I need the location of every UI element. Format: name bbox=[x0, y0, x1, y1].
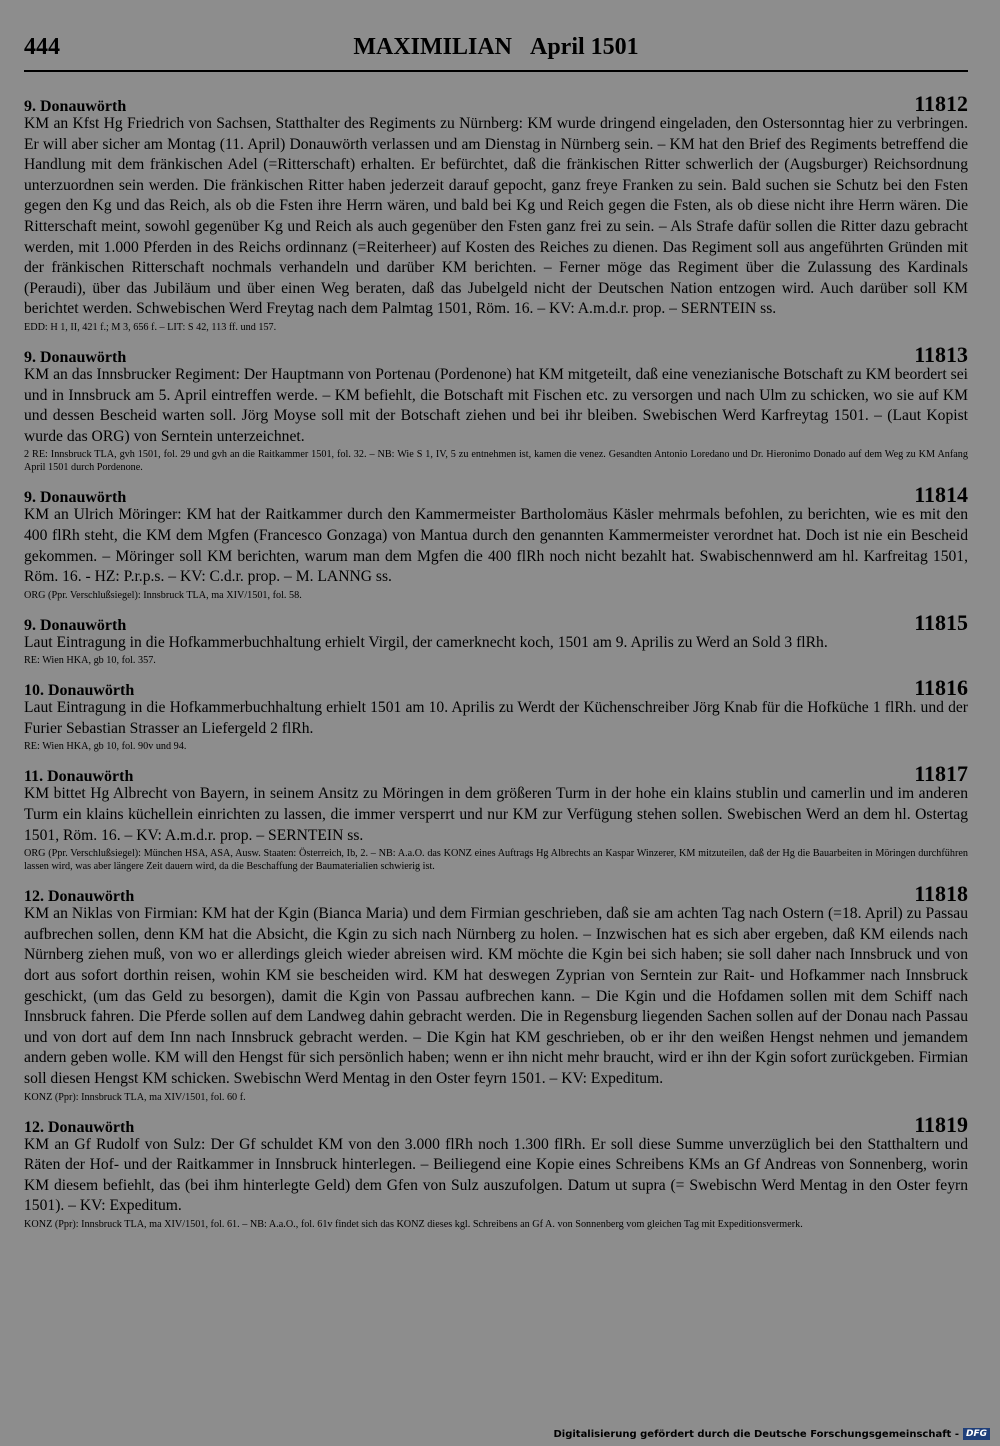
entry-text: KM an das Innsbrucker Regiment: Der Hauptmann von Portenau (Pordenone) hat KM mitgeteilt, daß eine venezianische Botschaft zu KM beordert sei und in Innsbruck am 5. April eintreffen werde. – KM befiehlt, die Botschaft mit Fischen etc. zu versorgen und nach Ulm zu schicken, wo sie auf KM und dessen Bescheid warten soll. Jörg Moyse soll mit der Botschaft ziehen und bei ihr bleiben. Swebischen Werd Karfreytag 1501. – (Laut Kopist wurde das ORG) von Serntein unterzeichnet. bbox=[24, 365, 968, 445]
entry-header bbox=[24, 675, 968, 701]
entry-note: KONZ (Ppr): Innsbruck TLA, ma XIV/1501, fol. 61. – NB: A.a.O., fol. 61v findet sich das KONZ dieses kgl. Schreibens an Gf A. von Sonnenberg vom gleichen Tag mit Expeditionsvermerk. bbox=[24, 1218, 803, 1230]
entry-11815 bbox=[24, 609, 968, 668]
entry-11813 bbox=[24, 341, 968, 474]
entry-header bbox=[24, 341, 968, 367]
entry-header bbox=[24, 91, 968, 116]
entry-text: KM an Gf Rudolf von Sulz: Der Gf schuldet KM von den 3.000 flRh noch 1.300 flRh. Er soll diese Summe unverzüglich bei den Statthaltern und Räten der Hof- und der Raitkammer in Innsbruck hinterlegen. – Beiliegend eine Kopie eines Schreibens KMs an Gf Andreas von Sonnenberg, worin KM diesem befiehlt, das (bei ihm hinterlegte Geld) dem Gfen von Sulz auszufolgen. Datum ut supra (= Swebischn Werd Mentag in den Oster feyrn 1501). – KV: Expeditum. bbox=[24, 1135, 968, 1215]
entry-text: Laut Eintragung in die Hofkammerbuchhaltung erhielt Virgil, der camerknecht koch, 1501 am 9. Aprilis zu Werd an Sold 3 flRh. bbox=[24, 633, 828, 651]
entry-number: 11816 bbox=[914, 675, 968, 701]
dfg-logo-icon: DFG bbox=[963, 1428, 990, 1440]
entry-date: 12. Donauwörth bbox=[24, 888, 135, 906]
entry-header bbox=[24, 482, 968, 508]
entry-number: 11813 bbox=[914, 341, 968, 367]
entry-header bbox=[24, 1111, 968, 1137]
entry-note: 2 RE: Innsbruck TLA, gvh 1501, fol. 29 und gvh an die Raitkammer 1501, fol. 32. – NB: Wie S 1, IV, 5 zu entnehmen ist, kamen die venez. Gesandten Antonio Loredano und Dr. Hieronimo Donado auf dem Weg zu KM Anfang April 1501 durch Pordenone. bbox=[24, 449, 968, 474]
running-title-period: April 1501 bbox=[530, 34, 639, 60]
running-title-name: MAXIMILIAN bbox=[353, 34, 512, 60]
running-title bbox=[24, 34, 968, 61]
document-page bbox=[24, 30, 968, 1242]
entry-note: ORG (Ppr. Verschlußsiegel): Innsbruck TLA, ma XIV/1501, fol. 58. bbox=[24, 589, 302, 601]
entry-note: ORG (Ppr. Verschlußsiegel): München HSA, ASA, Ausw. Staaten: Österreich, Ib, 2. – NB: A.a.O. das KONZ eines Auftrags Hg Albrechts an Kaspar Winzerer, KM mitzuteilen, daß der Hg die Bauarbeiten in Möringen durchführen lassen wird, was aber längere Zeit dauern wird, da die Beschaffung der Baumaterialien schwierig ist. bbox=[24, 848, 968, 873]
page-header bbox=[24, 30, 968, 72]
entry-header bbox=[24, 881, 968, 907]
entry-number: 11815 bbox=[914, 609, 968, 635]
funding-note: Digitalisierung gefördert durch die Deutsche Forschungsgemeinschaft - bbox=[553, 1428, 959, 1440]
entry-header bbox=[24, 761, 968, 787]
entry-date: 10. Donauwörth bbox=[24, 682, 135, 700]
entry-date: 9. Donauwörth bbox=[24, 616, 127, 634]
entry-note: EDD: H 1, II, 421 f.; M 3, 656 f. – LIT: S 42, 113 ff. und 157. bbox=[24, 321, 277, 333]
entry-text: KM an Ulrich Möringer: KM hat der Raitkammer durch den Kammermeister Bartholomäus Käsler mehrmals befohlen, zu berichten, wie es mit den 400 flRh steht, die KM dem Mgfen (Francesco Gonzaga) von Mantua durch den genannten Kammermeister verordnet hat. Doch ist nie ein Bescheid gekommen. – Möringer soll KM berichten, warum man dem Mgfen die 400 flRh noch nicht bezahlt hat. Swabischennwerd am hl. Karfreitag 1501, Röm. 16. - HZ: P.r.p.s. – KV: C.d.r. prop. – M. LANNG ss. bbox=[24, 506, 968, 586]
entry-text: Laut Eintragung in die Hofkammerbuchhaltung erhielt 1501 am 10. Aprilis zu Werdt der Küchenschreiber Jörg Knab für die Hofküche 1 flRh. und der Furier Sebastian Strasser an Liefergeld 2 flRh. bbox=[24, 699, 968, 737]
entry-note: KONZ (Ppr): Innsbruck TLA, ma XIV/1501, fol. 60 f. bbox=[24, 1091, 246, 1103]
entry-11814 bbox=[24, 482, 968, 601]
entry-date: 11. Donauwörth bbox=[24, 768, 134, 786]
entry-date: 9. Donauwörth bbox=[24, 98, 127, 115]
entry-header bbox=[24, 609, 968, 635]
entry-text: KM bittet Hg Albrecht von Bayern, in seinem Ansitz zu Möringen in dem größeren Turm in der hohe ein klains stublin und camerlin und im anderen Turm ein klains küchellein einrichten zu lassen, die immer versperrt und nur KM zur Verfügung stehen sollen. Swebischen Werd an dem hl. Ostertag 1501, Röm. 16. – KV: A.m.d.r. prop. – SERNTEIN ss. bbox=[24, 785, 968, 844]
entry-11819 bbox=[24, 1111, 968, 1231]
entry-text: KM an Kfst Hg Friedrich von Sachsen, Statthalter des Regiments zu Nürnberg: KM wurde dringend eingeladen, den Ostersonntag hier zu verbringen. Er will aber sicher am Montag (11. April) Donauwörth verlassen und am Dienstag in Nürnberg sein. – KM hat den Brief des Regiments betreffend die Handlung mit dem fränkischen Adel (=Ritterschaft) erhalten. Er befürchtet, daß die fränkischen Ritter schwerlich der (Augsburger) Reichsordnung unterzuordnen sein werden. Die fränkischen Ritter haben jederzeit darauf gepocht, ganz freye Franken zu sein. Bald suchen sie Schutz bei den Fsten gegen den Kg und das Reich, als ob die Fsten ihre Herrn wären, und bald bei Kg und Reich gegen die Fsten, als ob diese nicht ihre Herrn wären. Die Ritterschaft meint, sowohl gegenüber Kg und Reich als auch gegenüber den Fsten ganz frei zu sein. – Als Strafe dafür sollen die Ritter dazu gebracht werden, mit 1.000 Pferden in des Reichs ordinnanz (=Reiterheer) auf Kosten des Reiches zu dienen. Das Regiment soll aus angeführten Gründen mit der fränkischen Ritterschaft nochmals verhandeln und darüber KM berichten. – Ferner möge das Regiment über die Zulassung des Kardinals (Peraudi), über das Jubiläum und über einen Weg beraten, daß das Jubelgeld nicht der Deutschen Nation entzogen wird. Auch darüber soll KM berichtet werden. Schwebischen Werd Freytag nach dem Palmtag 1501, Röm. 16. – KV: A.m.d.r. prop. – SERNTEIN ss. bbox=[24, 115, 968, 318]
entry-11818 bbox=[24, 881, 968, 1103]
entry-11816 bbox=[24, 675, 968, 753]
funding-footer bbox=[553, 1428, 990, 1440]
entry-text: KM an Niklas von Firmian: KM hat der Kgin (Bianca Maria) und dem Firmian geschrieben, daß sie am achten Tag nach Ostern (=18. April) zu Passau aufbrechen sollen, denn KM hat die Absicht, die Kgin zu sich nach Nürnberg zu holen. – Inzwischen hat es sich aber ergeben, daß KM eilends nach Nürnberg ziehen muß, von wo er allerdings gleich wieder abreisen wird. KM möchte die Kgin bei sich haben; sie soll daher nach Innsbruck und von dort aus sofort dorthin reisen, wohin KM sie bescheiden wird. KM hat deswegen Zyprian von Serntein zur Rait- und Hofkammer nach Innsbruck geschickt, (um das Geld zu besorgen), damit die Kgin von Passau aufbrechen kann. – Die Kgin und die Hofdamen sollen mit dem Schiff nach Innsbruck fahren. Die Pferde sollen auf dem Landweg dahin gebracht werden. Die in Regensburg liegenden Sachen sollen auf der Donau nach Passau und von dort auf dem Inn nach Innsbruck gebracht werden. – Die Kgin hat KM geschrieben, ob er ihr den weißen Hengst nehmen und jemandem andern geben wolle. KM will den Hengst für sich persönlich haben; wenn er ihn nicht mehr braucht, wird er ihn der Kgin sofort zurückgeben. Firmian soll diesen Hengst KM schicken. Swebischn Werd Mentag in den Oster feyrn 1501. – KV: Expeditum. bbox=[24, 905, 968, 1087]
entry-number: 11814 bbox=[914, 482, 968, 508]
entry-number: 11818 bbox=[914, 881, 968, 907]
entry-list bbox=[24, 91, 968, 1231]
entry-11817 bbox=[24, 761, 968, 873]
entry-number: 11812 bbox=[914, 91, 968, 116]
entry-date: 12. Donauwörth bbox=[24, 1118, 135, 1136]
entry-number: 11817 bbox=[914, 761, 968, 787]
entry-date: 9. Donauwörth bbox=[24, 348, 127, 366]
page-number: 444 bbox=[24, 34, 60, 60]
entry-number: 11819 bbox=[914, 1111, 968, 1137]
entry-date: 9. Donauwörth bbox=[24, 489, 127, 507]
entry-note: RE: Wien HKA, gb 10, fol. 90v und 94. bbox=[24, 741, 187, 753]
entry-11812 bbox=[24, 91, 968, 334]
entry-note: RE: Wien HKA, gb 10, fol. 357. bbox=[24, 655, 156, 667]
